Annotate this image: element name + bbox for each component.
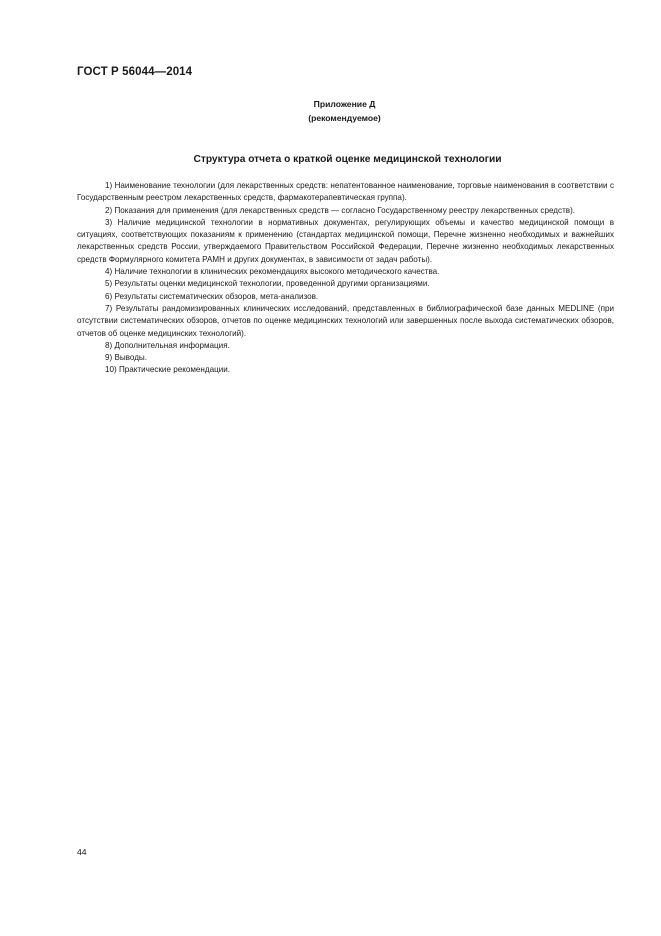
appendix-heading bbox=[0, 97, 661, 125]
appendix-label: Приложение Д bbox=[313, 99, 376, 109]
report-structure-list bbox=[77, 180, 614, 377]
page-number: 44 bbox=[77, 847, 87, 857]
list-item: 9) Выводы. bbox=[105, 353, 147, 363]
list-item: 4) Наличие технологии в клинических рекомендациях высокого методического качества. bbox=[105, 267, 440, 277]
section-title bbox=[0, 154, 661, 165]
list-item: 1) Наименование технологии (для лекарственных средств: непатентованное наименование, торговые наименования в соответствии с Государственным реестром лекарственных средств, фармакотерапевтическая группа). bbox=[77, 181, 614, 203]
list-item: 6) Результаты систематических обзоров, мета-анализов. bbox=[105, 291, 319, 301]
list-item: 2) Показания для применения (для лекарственных средств — согласно Государственному реестру лекарственных средств). bbox=[105, 205, 576, 215]
list-item: 8) Дополнительная информация. bbox=[105, 340, 230, 350]
list-item: 3) Наличие медицинской технологии в нормативных документах, регулирующих объемы и качество медицинской помощи в ситуациях, соответствующих показаниям к применению (стандартах медицинской помощи, Перечне жизненно необходимых и важнейших лекарственных средств России, утверждаемого Правительством Российской Федерации, Перечне жизненно необходимых лекарственных средств Формулярного комитета РАМН и других документах, в зависимости от задач работы). bbox=[77, 217, 614, 264]
list-item: 10) Практические рекомендации. bbox=[105, 365, 231, 375]
section-title-text: Структура отчета о краткой оценке медицинской технологии bbox=[193, 154, 502, 165]
appendix-status: (рекомендуемое) bbox=[308, 113, 381, 123]
document-code: ГОСТ Р 56044—2014 bbox=[77, 66, 193, 78]
list-item: 5) Результаты оценки медицинской технологии, проведенной другими организациями. bbox=[105, 279, 430, 289]
list-item: 7) Результаты рандомизированных клинических исследований, представленных в библиографической базе данных MEDLINE (при отсутствии систематических обзоров, отчетов по оценке медицинских технологий или завершенных после выхода систематических обзоров, отчетов об оценке медицинских технологий). bbox=[77, 303, 614, 338]
